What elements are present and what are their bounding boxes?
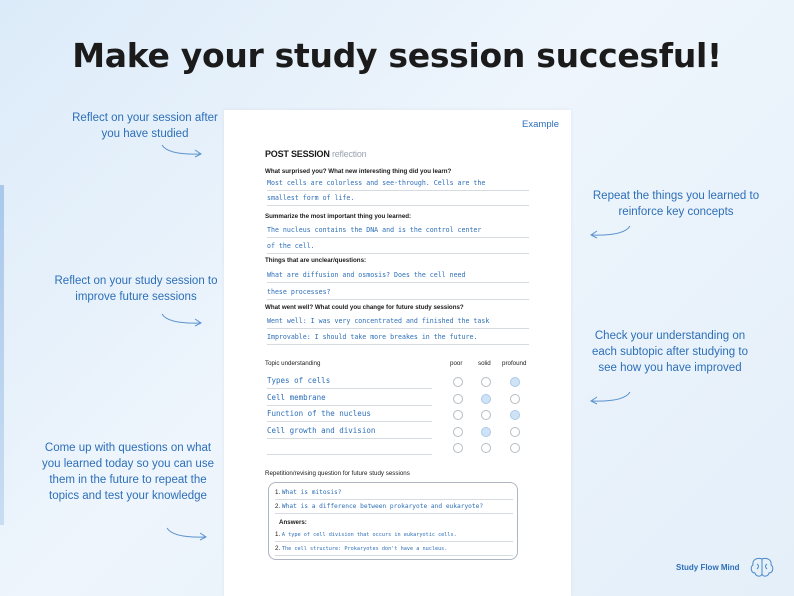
note-questions: Come up with questions on what you learned today so you can use them in the future to repeat the topics and test your knowledge [42, 442, 214, 502]
rating-col-poor: poor [450, 360, 463, 367]
rating-radio-profound[interactable] [510, 443, 520, 453]
divider [275, 513, 513, 514]
repetition-answer-1-text: A type of cell division that occurs in eukaryotic cells. [281, 532, 457, 538]
headline: Make your study session succesful! [72, 36, 722, 75]
answer-4-line-1: Went well: I was very concentrated and finished the task [267, 316, 529, 329]
divider [275, 499, 513, 500]
rating-radio-solid[interactable] [481, 443, 491, 453]
curved-arrow-icon [165, 526, 209, 542]
rating-col-profound: profound [502, 360, 527, 367]
answers-label: Answers: [279, 519, 307, 526]
note-improve-sessions: Reflect on your study session to improve future sessions [54, 275, 218, 303]
rating-radio-profound[interactable] [510, 394, 520, 404]
divider [275, 555, 513, 556]
title-main: POST SESSION [265, 149, 330, 159]
repetition-question-2 [275, 503, 483, 510]
brand-name: Study Flow Mind [676, 563, 740, 572]
rating-radio-poor[interactable] [453, 443, 463, 453]
rating-radio-solid[interactable] [481, 394, 491, 404]
repetition-answer-1-num: 1. [275, 531, 281, 538]
topic-row-label [267, 440, 432, 455]
curved-arrow-icon [160, 312, 204, 328]
repetition-question-1-num: 1. [275, 489, 281, 496]
repetition-box [268, 482, 518, 560]
worksheet [224, 110, 571, 596]
rating-radio-poor[interactable] [453, 394, 463, 404]
question-3: Things that are unclear/questions: [265, 257, 367, 264]
rating-radio-profound[interactable] [510, 427, 520, 437]
repetition-answer-2-text: The cell structure: Prokaryotes don't have a nucleus. [281, 546, 448, 552]
rating-radio-profound[interactable] [510, 410, 520, 420]
topic-row-label: Cell membrane [267, 391, 432, 406]
topic-row-label: Function of the nucleus [267, 407, 432, 422]
question-4: What went well? What could you change for future study sessions? [265, 304, 464, 311]
topic-row-label: Cell growth and division [267, 424, 432, 439]
repetition-question-2-num: 2. [275, 503, 281, 510]
topic-understanding-header: Topic understanding [265, 360, 321, 367]
rating-radio-solid[interactable] [481, 410, 491, 420]
divider [275, 541, 513, 542]
curved-arrow-icon [160, 143, 204, 159]
answer-4-line-2: Improvable: I should take more breakes in the future. [267, 332, 529, 345]
answer-1-line-2: smallest form of life. [267, 193, 529, 206]
rating-radio-solid[interactable] [481, 377, 491, 387]
topic-row-label: Types of cells [267, 374, 432, 389]
rating-radio-poor[interactable] [453, 377, 463, 387]
title-sub: reflection [331, 149, 367, 159]
answer-2-line-1: The nucleus contains the DNA and is the control center [267, 225, 529, 238]
note-check-understanding: Check your understanding on each subtopic after studying to see how you have improved [592, 330, 748, 374]
answer-2-line-2: of the cell. [267, 241, 529, 254]
repetition-answer-1 [275, 531, 457, 538]
answer-3-line-1: What are diffusion and osmosis? Does the cell need [267, 270, 529, 283]
worksheet-title [265, 149, 366, 159]
repetition-title: Repetition/revising question for future study sessions [265, 470, 410, 477]
curved-arrow-icon [588, 224, 632, 240]
question-2: Summarize the most important thing you learned: [265, 213, 412, 220]
rating-radio-solid[interactable] [481, 427, 491, 437]
repetition-question-1 [275, 489, 342, 496]
note-reflect-session: Reflect on your session after you have studied [72, 112, 218, 140]
side-edge [0, 185, 4, 525]
rating-radio-profound[interactable] [510, 377, 520, 387]
answer-3-line-2: these processes? [267, 287, 529, 300]
rating-col-solid: solid [478, 360, 491, 367]
note-repeat: Repeat the things you learned to reinforce key concepts [592, 190, 760, 218]
curved-arrow-icon [588, 390, 632, 406]
repetition-question-2-text: What is a difference between prokaryote and eukaryote? [281, 503, 484, 510]
repetition-answer-2 [275, 545, 447, 552]
answer-1-line-1: Most cells are colorless and see-through. Cells are the [267, 178, 529, 191]
rating-radio-poor[interactable] [453, 427, 463, 437]
question-1: What surprised you? What new interesting thing did you learn? [265, 168, 452, 175]
repetition-answer-2-num: 2. [275, 545, 281, 552]
example-tag: Example [522, 119, 559, 130]
brain-icon [749, 556, 775, 578]
repetition-question-1-text: What is mitosis? [281, 489, 342, 496]
rating-radio-poor[interactable] [453, 410, 463, 420]
